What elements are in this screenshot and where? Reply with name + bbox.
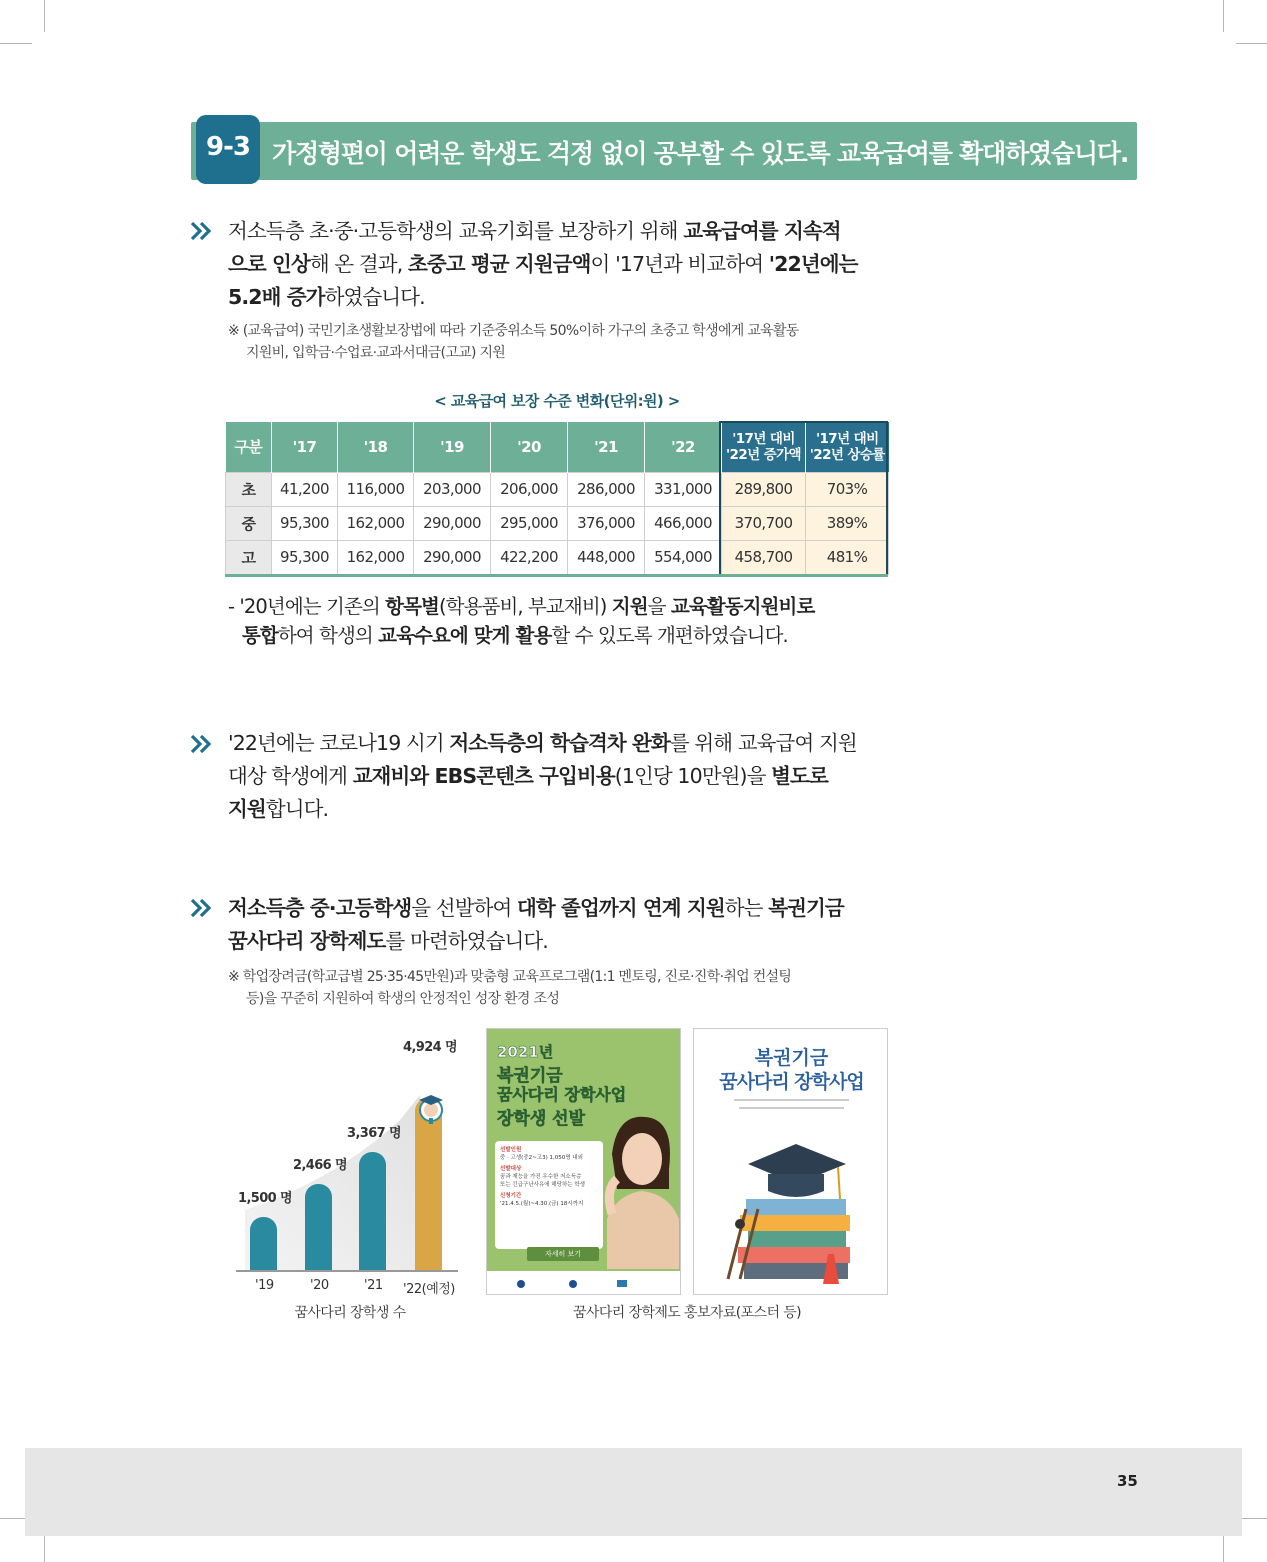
table-cell: 422,200	[491, 540, 568, 574]
table-header-cell: 구분	[226, 422, 272, 472]
poster-person-image	[597, 1109, 681, 1269]
poster2-text-line	[734, 1099, 849, 1101]
crop-mark	[44, 0, 45, 32]
poster-info-box: 선발인원 중 · 고생(중2~고3) 1,050명 내외 선발대상 꿈과 재능을 가진 우수한 저소득층 또는 긴급구난사유에 해당하는 학생 신청기간 '21.4.5.(월)~4.30.(금) 18시까지	[495, 1141, 603, 1249]
crop-mark	[1223, 0, 1224, 32]
poster-details-button: 자세히 보기	[527, 1247, 599, 1261]
table-header-cell: '20	[491, 422, 568, 472]
section-title: 가정형편이 어려운 학생도 걱정 없이 공부할 수 있도록 교육급여를 확대하였습니다.	[272, 139, 1129, 168]
double-chevron-icon	[190, 734, 214, 754]
paragraph-scholarship: 저소득층 중·고등학생을 선발하여 대학 졸업까지 연계 지원하는 복권기금 꿈사다리 장학제도를 마련하였습니다.	[228, 896, 844, 953]
poster-year: 2021년	[497, 1043, 554, 1061]
footnote-scholarship: ※ 학업장려금(학교급별 25·35·45만원)과 맞춤형 교육프로그램(1:1 멘토링, 진로·진학·취업 컨설팅 등)을 꾸준히 지원하여 학생의 안정적인 성장 환경 조성	[228, 969, 792, 1007]
table-cell: 290,000	[414, 506, 491, 540]
double-chevron-icon	[190, 898, 214, 918]
table-header-cell: '19	[414, 422, 491, 472]
poster-recruitment	[486, 1028, 681, 1295]
foundation-logo-icon	[617, 1280, 627, 1287]
table-header-cell: '22	[645, 422, 722, 472]
table-header-cell: '18	[338, 422, 414, 472]
table-cell-rate: 389%	[806, 506, 889, 540]
paragraph-covid-support: '22년에는 코로나19 시기 저소득층의 학습격차 완화를 위해 교육급여 지원 대상 학생에게 교재비와 EBS콘텐츠 구입비용(1인당 10만원)을 별도로 지원합니다.	[228, 731, 857, 821]
table-title: < 교육급여 보장 수준 변화(단위:원) >	[434, 392, 680, 410]
table-header-cell: '17	[272, 422, 338, 472]
chart-bar	[305, 1184, 332, 1270]
table-bottom-rule	[225, 574, 888, 577]
poster-title-line1: 복권기금	[497, 1066, 563, 1086]
table-cell: 162,000	[338, 540, 414, 574]
poster-title-line3: 장학생 선발	[497, 1109, 586, 1129]
section-number: 9-3	[206, 132, 250, 162]
table-header-cell: '21	[568, 422, 645, 472]
row-header: 고	[226, 540, 272, 574]
table-header-rate: '17년 대비 '22년 상승률	[806, 422, 889, 472]
crop-mark	[1236, 43, 1267, 44]
table-header-increase: '17년 대비 '22년 증가액	[722, 422, 806, 472]
table-cell: 206,000	[491, 472, 568, 506]
chart-bar	[359, 1152, 386, 1270]
poster-logo-strip	[487, 1271, 681, 1295]
table-cell: 41,200	[272, 472, 338, 506]
table-cell-increase: 370,700	[722, 506, 806, 540]
dash-paragraph: - '20년에는 기존의 항목별(학용품비, 부교재비) 지원을 교육활동지원비로 통합하여 학생의 교육수요에 맞게 활용할 수 있도록 개편하였습니다.	[228, 595, 815, 647]
crop-mark	[0, 43, 32, 44]
page-number: 35	[1117, 1472, 1138, 1490]
poster2-title-line1: 복권기금	[754, 1047, 829, 1069]
ministry-logo-icon	[569, 1280, 577, 1288]
page-footer	[25, 1448, 1242, 1536]
table-cell: 466,000	[645, 506, 722, 540]
table-cell: 95,300	[272, 506, 338, 540]
chart-caption: 꿈사다리 장학생 수	[294, 1305, 406, 1321]
table-cell-increase: 458,700	[722, 540, 806, 574]
table-cell-rate: 703%	[806, 472, 889, 506]
poster-title-line2: 꿈사다리 장학사업	[497, 1085, 627, 1104]
row-header: 중	[226, 506, 272, 540]
poster-program	[693, 1028, 888, 1295]
ministry-logo-icon	[517, 1280, 525, 1288]
poster-caption: 꿈사다리 장학제도 홍보자료(포스터 등)	[572, 1305, 802, 1321]
poster2-text-line	[739, 1107, 844, 1109]
poster2-title-line2: 꿈사다리 장학사업	[719, 1071, 864, 1093]
table-cell: 376,000	[568, 506, 645, 540]
row-header: 초	[226, 472, 272, 506]
books-graduation-cap-icon	[718, 1129, 868, 1284]
table-cell: 295,000	[491, 506, 568, 540]
footnote-education-benefit: ※ (교육급여) 국민기초생활보장법에 따라 기준중위소득 50%이하 가구의 초중고 학생에게 교육활동 지원비, 입학금·수업료·교과서대금(고교) 지원	[228, 323, 799, 361]
table-cell: 331,000	[645, 472, 722, 506]
chart-x-label: '22(예정)	[403, 1282, 455, 1297]
double-chevron-icon	[190, 221, 214, 241]
chart-x-label: '21	[364, 1278, 383, 1293]
table-cell: 286,000	[568, 472, 645, 506]
table-cell: 290,000	[414, 540, 491, 574]
chart-data-label: 4,924 명	[403, 1040, 458, 1055]
table-cell: 203,000	[414, 472, 491, 506]
table-cell: 116,000	[338, 472, 414, 506]
chart-x-label: '19	[255, 1278, 274, 1293]
highlight-frame	[719, 421, 888, 577]
table-cell: 95,300	[272, 540, 338, 574]
chart-x-label: '20	[310, 1278, 329, 1293]
chart-data-label: 1,500 명	[238, 1191, 293, 1206]
table-cell: 448,000	[568, 540, 645, 574]
student-avatar-icon	[413, 1092, 449, 1126]
table-cell: 162,000	[338, 506, 414, 540]
table-cell-rate: 481%	[806, 540, 889, 574]
chart-baseline	[236, 1270, 458, 1272]
chart-data-label: 3,367 명	[347, 1126, 402, 1141]
chart-data-label: 2,466 명	[293, 1158, 348, 1173]
table-cell: 554,000	[645, 540, 722, 574]
paragraph-education-benefit: 저소득층 초·중·고등학생의 교육기회를 보장하기 위해 교육급여를 지속적 으로 인상해 온 결과, 초중고 평균 지원금액이 '17년과 비교하여 '22년에는 5.2배 증가하였습니다.	[228, 219, 858, 309]
table-cell-increase: 289,800	[722, 472, 806, 506]
chart-bar	[250, 1217, 277, 1270]
